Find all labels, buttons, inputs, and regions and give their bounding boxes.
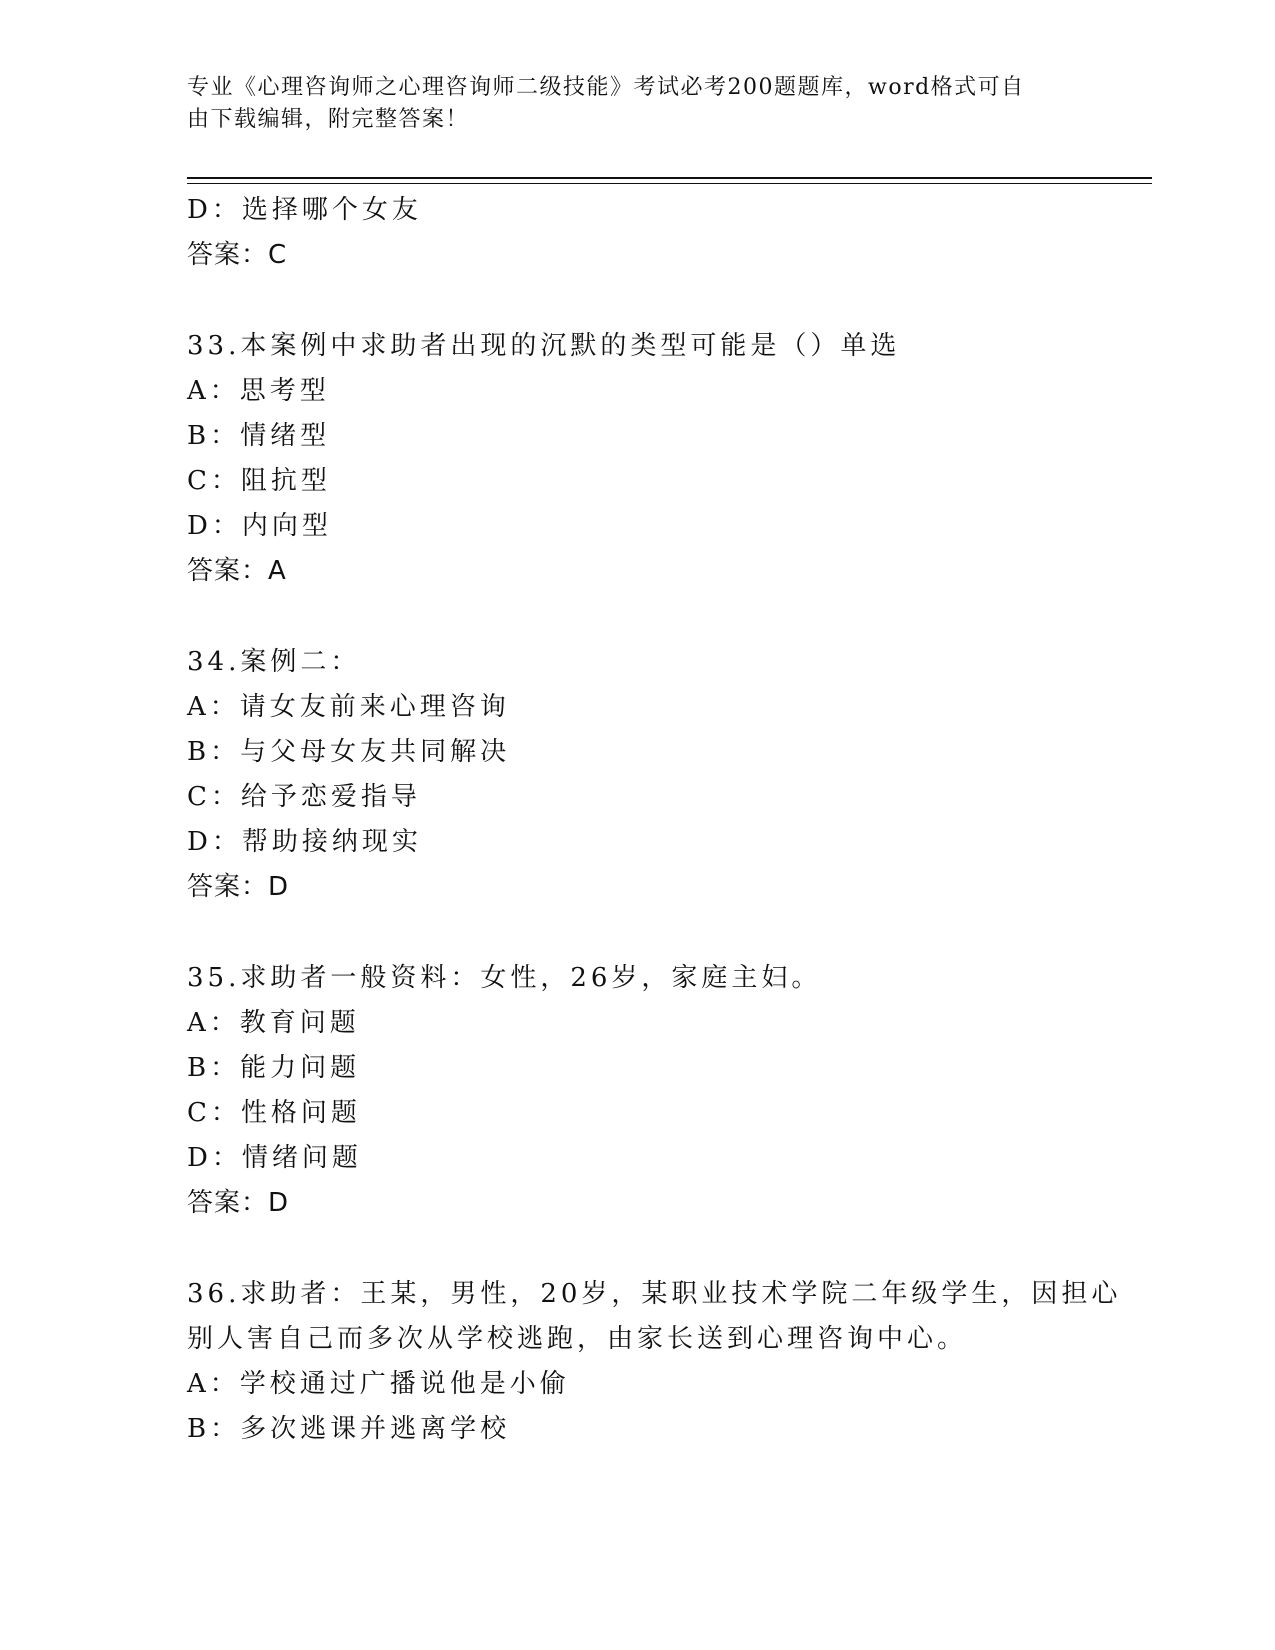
- question-stem-line-1: 36.求助者：王某，男性，20岁，某职业技术学院二年级学生，因担心: [187, 1279, 1122, 1309]
- spacer: [187, 594, 1152, 640]
- option-a: A：学校通过广播说他是小偷: [187, 1369, 570, 1399]
- document-header: [187, 72, 1087, 136]
- spacer: [187, 278, 1152, 324]
- answer-line: 答案：D: [187, 1188, 290, 1218]
- option-a: A：请女友前来心理咨询: [187, 692, 510, 722]
- question-list: [187, 188, 1152, 1452]
- option-c: C：阻抗型: [187, 466, 331, 496]
- option-b: B：与父母女友共同解决: [187, 737, 511, 767]
- header-line-2: 由下载编辑，附完整答案！: [187, 107, 470, 132]
- header-line-1: 专业《心理咨询师之心理咨询师二级技能》考试必考200题题库，word格式可自: [187, 75, 1025, 100]
- question-34: [187, 640, 1152, 910]
- option-c: C：性格问题: [187, 1098, 361, 1128]
- option-b: B：情绪型: [187, 421, 331, 451]
- option-d: D：情绪问题: [187, 1143, 362, 1173]
- option-b: B：多次逃课并逃离学校: [187, 1414, 511, 1444]
- header-rule-thin: [187, 183, 1152, 184]
- question-stem-line-2: 别人害自己而多次从学校逃跑，由家长送到心理咨询中心。: [187, 1324, 968, 1354]
- question-32-tail: [187, 188, 1152, 278]
- answer-line: 答案：A: [187, 556, 287, 586]
- answer-line: 答案：C: [187, 240, 288, 270]
- question-stem: 33.本案例中求助者出现的沉默的类型可能是（）单选: [187, 331, 901, 361]
- option-d: D：内向型: [187, 511, 332, 541]
- option-a: A：教育问题: [187, 1008, 360, 1038]
- option-d: D：帮助接纳现实: [187, 827, 422, 857]
- question-stem: 34.案例二：: [187, 647, 361, 677]
- header-rule-thick: [187, 177, 1152, 179]
- option-d: D：选择哪个女友: [187, 195, 422, 225]
- question-36: [187, 1272, 1152, 1452]
- spacer: [187, 910, 1152, 956]
- option-c: C：给予恋爱指导: [187, 782, 421, 812]
- option-b: B：能力问题: [187, 1053, 361, 1083]
- question-stem: 35.求助者一般资料：女性，26岁，家庭主妇。: [187, 963, 822, 993]
- question-33: [187, 324, 1152, 594]
- answer-line: 答案：D: [187, 872, 290, 902]
- option-a: A：思考型: [187, 376, 330, 406]
- question-35: [187, 956, 1152, 1226]
- spacer: [187, 1226, 1152, 1272]
